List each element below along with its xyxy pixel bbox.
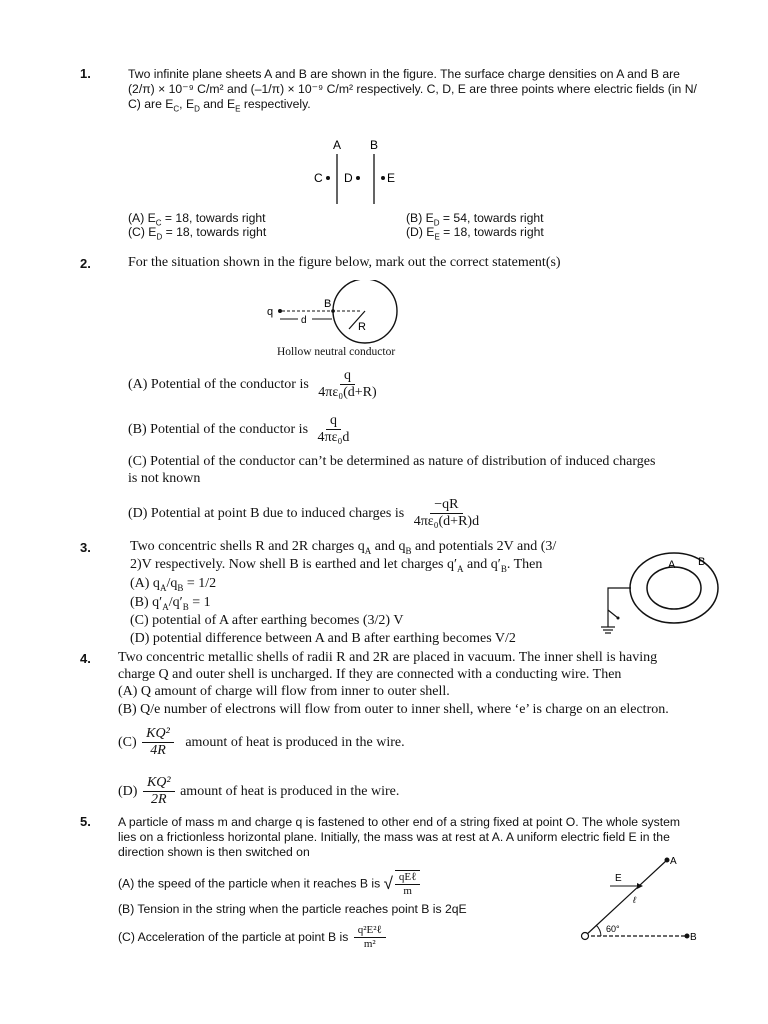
option-a[interactable]: (A) Potential of the conductor is $\frac{q}{\text{4πε₀(d+R)}}$: [128, 368, 377, 401]
oa-string: [585, 860, 667, 936]
switch: [608, 610, 618, 618]
option-b[interactable]: (B) Tension in the string when the particle reaches point B is 2qE: [118, 902, 467, 916]
question-text-line1: Two concentric metallic shells of radii R and 2R are placed in vacuum. The inner shell is having: [118, 650, 658, 665]
option-a[interactable]: (A) $E_C = 18$, towards right: [128, 211, 266, 228]
question-text: For the situation shown in the figure below, mark out the correct statement(s): [128, 255, 561, 270]
option-c[interactable]: (C) potential of A after earthing becomes (3/2) V: [130, 613, 404, 628]
point-a-dot: [665, 858, 670, 863]
point-o: [582, 933, 589, 940]
sheet-b-label: B: [370, 138, 379, 152]
point-a-label: A: [670, 856, 677, 867]
option-d[interactable]: (D) $\frac{\text{KQ²}}{2R}$ amount of heat is produced in the wire.: [118, 775, 400, 808]
length-l-label: ℓ: [633, 895, 636, 905]
option-b[interactable]: (B) Q/e number of electrons will flow from outer to inner shell, where ‘e’ is charge on an electron.: [118, 702, 669, 717]
charge-q-label: q: [267, 306, 274, 318]
question-text-line1: Two concentric shells R and 2R charges $q_A$ and $q_B$ and potentials 2V and (3/: [130, 539, 557, 556]
question-text-line2: charge Q and outer shell is uncharged. If they are connected with a conducting wire. Then: [118, 667, 622, 682]
option-b[interactable]: (B) $E_D = 54$, towards right: [406, 211, 544, 228]
point-e-dot: [381, 176, 385, 180]
option-c-line1[interactable]: (C) Potential of the conductor can’t be determined as nature of distribution of induced charges: [128, 454, 656, 469]
option-a[interactable]: (A) Q amount of charge will flow from inner to outer shell.: [118, 684, 450, 699]
question-number: 1.: [80, 66, 91, 81]
question-text-line2: (2/π) × 10⁻⁹ C/m² and (–1/π) × 10⁻⁹ C/m² respectively. C, D, E are three points where electric fields (in N/: [128, 82, 697, 96]
option-d[interactable]: (D) potential difference between A and B after earthing becomes V/2: [130, 631, 516, 646]
option-c[interactable]: (C) $\frac{\text{KQ²}}{4R}$ amount of heat is produced in the wire.: [118, 726, 405, 759]
point-c-dot: [326, 176, 330, 180]
shells-figure: [600, 552, 720, 644]
inner-shell: [647, 567, 701, 609]
distance-d-label: d: [301, 315, 307, 326]
question-text-line3: direction shown is then switched on: [118, 845, 310, 859]
option-b[interactable]: (B) Potential of the conductor is $\frac{q}{\text{4πε₀d}}$: [128, 413, 350, 446]
pendulum-figure: [575, 852, 705, 948]
question-number: 3.: [80, 540, 91, 555]
option-c[interactable]: (C) Acceleration of the particle at point B is $\frac{\text{q²E²ℓ}}{\text{m²}}$: [118, 924, 388, 950]
option-b[interactable]: (B) $q'_A/q'_B = 1$: [130, 595, 211, 612]
question-text-line2: lies on a frictionless horizontal plane. Initially, the mass was at rest at A. A uniform electric field E in the: [118, 830, 670, 844]
question-number: 4.: [80, 651, 91, 666]
point-c-label: C: [314, 171, 323, 185]
option-a[interactable]: (A) $q_A/q_B = 1/2$: [130, 576, 217, 593]
point-b-dot: [331, 309, 335, 313]
question-number: 2.: [80, 256, 91, 271]
field-e-label: E: [615, 873, 622, 884]
point-d-label: D: [344, 171, 353, 185]
point-b-dot: [685, 934, 690, 939]
radius-r-label: R: [358, 321, 366, 333]
shell-a-label: A: [668, 559, 676, 571]
option-a[interactable]: (A) the speed of the particle when it reaches B is √ $\frac{\text{qEℓ}}{m}$: [118, 870, 422, 897]
option-d[interactable]: (D) $E_E = 18$, towards right: [406, 225, 544, 242]
point-d-dot: [356, 176, 360, 180]
angle-label: 60°: [606, 924, 620, 934]
sheet-a-label: A: [333, 138, 342, 152]
shell-b-label: B: [698, 556, 706, 568]
figure-caption: Hollow neutral conductor: [277, 346, 396, 358]
point-b-label: B: [690, 932, 697, 943]
option-c-line2: is not known: [128, 471, 201, 486]
charge-dot: [278, 309, 282, 313]
question-number: 5.: [80, 814, 91, 829]
point-e-label: E: [387, 171, 396, 185]
question-text-line2: 2)V respectively. Now shell B is earthed and let charges $q'_A$ and $q'_B$. Then: [130, 557, 543, 574]
conductor-figure: [262, 280, 412, 346]
question-text-line1: A particle of mass m and charge q is fastened to other end of a string fixed at point O. The whole system: [118, 815, 681, 829]
question-text-line3: C) are $E_C$, $E_D$ and $E_E$ respectively.: [128, 97, 311, 114]
sheets-figure: [300, 134, 420, 208]
point-b-label: B: [324, 298, 332, 310]
option-c[interactable]: (C) $E_D = 18$, towards right: [128, 225, 267, 242]
question-text-line1: Two infinite plane sheets A and B are shown in the figure. The surface charge densities on A and B are: [128, 67, 680, 81]
option-d[interactable]: (D) Potential at point B due to induced charges is $\frac{-qR}{\text{4πε₀(d+R)d}}$: [128, 497, 480, 530]
